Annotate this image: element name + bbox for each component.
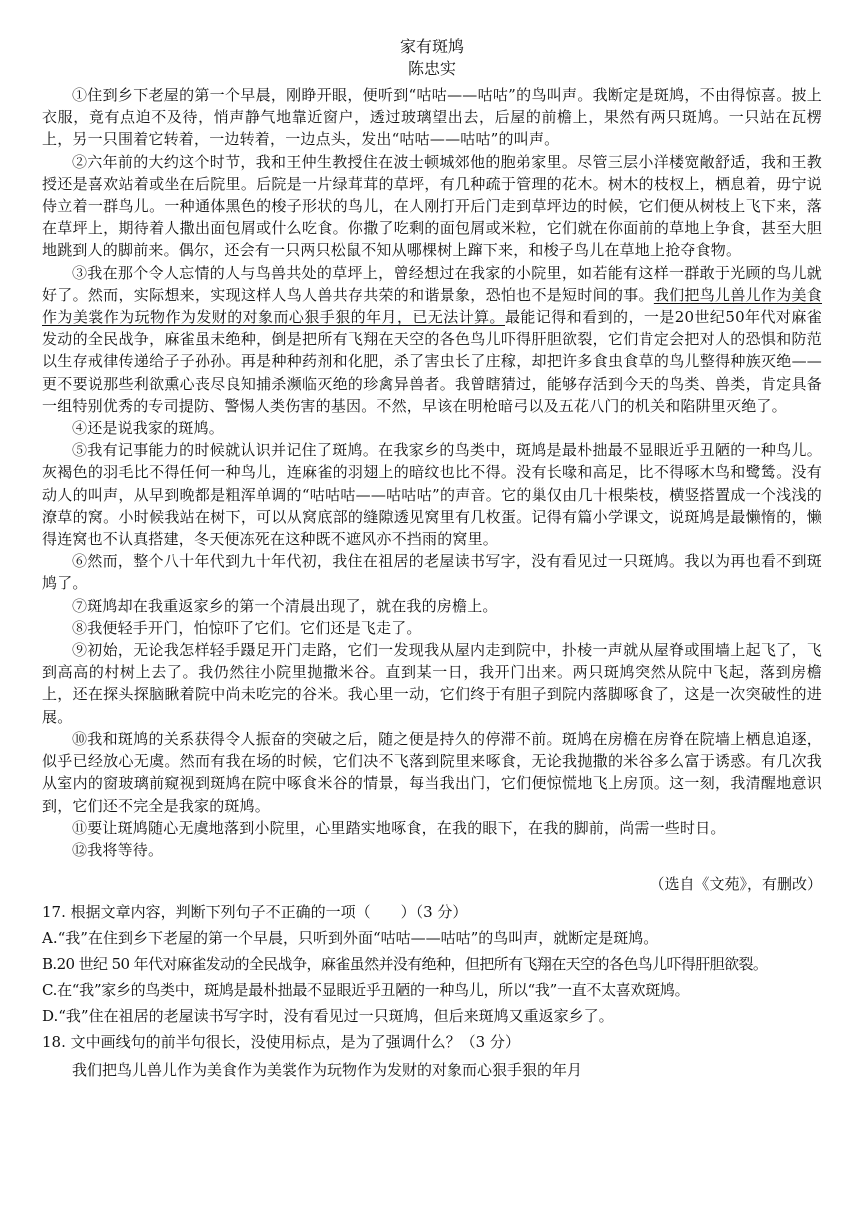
paragraph-10: ⑩我和斑鸠的关系获得令人振奋的突破之后，随之便是持久的停滞不前。斑鸠在房檐在房脊在院墙上栖息追逐，似乎已经放心无虞。然而有我在场的时候，它们决不飞落到院里来啄食，无论我抛撒的米谷多么富于诱惑。有几次我从室内的窗玻璃前窥视到斑鸠在院中啄食米谷的情景，每当我出门，它们便惊慌地飞上房顶。这一刻，我清醒地意识到，它们还不完全是我家的斑鸠。 [42,729,822,815]
question-18 [42,1029,822,1083]
question-17-stem: 17. 根据文章内容，判断下列句子不正确的一项（ ）（3 分） [42,903,468,922]
paragraph-7: ⑦斑鸠却在我重返家乡的第一个清晨出现了，就在我的房檐上。 [72,596,498,615]
paragraph-12: ⑫我将等待。 [72,840,164,859]
question-17 [42,899,822,1029]
paragraph-3-part-b: 最能记得和看到的，一是20世纪50年代对麻雀发动的全民战争，麻雀虽未绝种，倒是把所有飞翔在天空的各色鸟儿吓得肝胆欲裂，它们肯定会把对人的恐惧和防范以生存戒律传递给子子孙孙。再是种种药剂和化肥，杀了害虫长了庄稼，却把许多食虫食草的鸟儿整得种族灭绝——更不要说那些利欲熏心丧尽良知捕杀濒临灭绝的珍禽异兽者。我曾瞎猜过，能够存活到今天的鸟类、兽类，肯定具备一组特别优秀的专司提防、警惕人类伤害的基因。不然，早该在明枪暗弓以及五花八门的机关和陷阱里灭绝了。 [42,308,822,415]
paragraph-11: ⑪要让斑鸠随心无虞地落到小院里，心里踏实地啄食，在我的眼下，在我的脚前，尚需一些时日。 [72,818,726,837]
article-title: 家有斑鸠 [399,37,464,56]
question-17-option-a: A.“我”在住到乡下老屋的第一个早晨，只听到外面“咕咕——咕咕”的鸟叫声，就断定是斑鸠。 [42,929,659,948]
question-17-option-d: D.“我”住在祖居的老屋读书写字时，没有看见过一只斑鸠，但后来斑鸠又重返家乡了。 [42,1007,614,1026]
underlined-sentence: 我们把鸟儿兽儿作为美食作为美裳作为玩物作为发财的对象而心狠手狠的年月，已无法计算。 [42,285,823,327]
paragraph-4: ④还是说我家的斑鸠。 [72,419,225,438]
paragraph-5: ⑤我有记事能力的时候就认识并记住了斑鸠。在我家乡的鸟类中，斑鸠是最朴拙最不显眼近乎丑陋的一种鸟儿。灰褐色的羽毛比不得任何一种鸟儿，连麻雀的羽翅上的暗纹也比不得。没有长喙和高足，比不得啄木鸟和鹭鸶。没有动人的叫声，从早到晚都是粗浑单调的“咕咕咕——咕咕咕”的声音。它的巢仅由几十根柴枝，横竖搭置成一个浅浅的潦草的窝。小时候我站在树下，可以从窝底部的缝隙透见窝里有几枚蛋。记得有篇小学课文，说斑鸠是最懒惰的，懒得连窝也不认真搭建，冬天便冻死在这种既不遮风亦不挡雨的窝里。 [42,441,822,549]
paragraph-3-part-a: ③我在那个令人忘情的人与鸟兽共处的草坪上，曾经想过在我家的小院里，如若能有这样一群敢于光顾的鸟儿就好了。然而，实际想来，实现这样人鸟人兽共存共荣的和谐景象，恐怕也不是短时间的事。 [42,263,822,304]
question-18-stem: 18. 文中画线句的前半句很长，没使用标点，是为了强调什么？（3 分） [42,1033,520,1052]
paragraph-8: ⑧我便轻手开门，怕惊吓了它们。它们还是飞走了。 [72,618,422,637]
question-18-quote: 我们把鸟儿兽儿作为美食作为美裳作为玩物作为发财的对象而心狠手狠的年月 [72,1061,583,1080]
article-body [42,84,822,861]
article-author: 陈忠实 [407,59,456,78]
paragraph-6: ⑥然而，整个八十年代到九十年代初，我住在祖居的老屋读书写字，没有看见过一只斑鸠。我以为再也看不到斑鸠了。 [42,552,822,593]
paragraph-3 [42,262,822,417]
question-17-option-b: B.20 世纪 50 年代对麻雀发动的全民战争，麻雀虽然并没有绝种，但把所有飞翔在天空的各色鸟儿吓得肝胆欲裂。 [42,955,768,974]
paragraph-2: ②六年前的大约这个时节，我和王仲生教授住在波士顿城郊他的胞弟家里。尽管三层小洋楼宽敞舒适，我和王教授还是喜欢站着或坐在后院里。后院是一片绿茸茸的草坪，有几种疏于管理的花木。树木的枝杈上，栖息着，毋宁说侍立着一群鸟儿。一种通体黑色的梭子形状的鸟儿，在人刚打开后门走到草坪边的时候，它们便从树枝上飞下来，落在草坪上，期待着人撒出面包屑或什么吃食。你撒了吃剩的面包屑或米粒，它们就在你面前的草地上争食，甚至大胆地跳到人的脚前来。偶尔，还会有一只两只松鼠不知从哪棵树上蹿下来，和梭子鸟儿在草地上抢夺食物。 [42,152,822,260]
paragraph-1: ①住到乡下老屋的第一个早晨，刚睁开眼，便听到“咕咕——咕咕”的鸟叫声。我断定是斑鸠，不由得惊喜。披上衣服，竟有点迫不及待，悄声静气地靠近窗户，透过玻璃望出去，后屋的前檐上，果然有两只斑鸠。一只站在瓦楞上，另一只围着它转着，一边转着，一边点头，发出“咕咕——咕咕”的叫声。 [42,86,822,149]
question-17-option-c: C.在“我”家乡的鸟类中，斑鸠是最朴拙最不显眼近乎丑陋的一种鸟儿，所以“我”一直不太喜欢斑鸠。 [42,981,690,1000]
exam-page [42,36,822,1083]
paragraph-9: ⑨初始，无论我怎样轻手蹑足开门走路，它们一发现我从屋内走到院中，扑棱一声就从屋脊或围墙上起飞了，飞到高高的村树上去了。我仍然往小院里抛撒米谷。直到某一日，我开门出来。两只斑鸠突然从院中飞起，落到房檐上，还在探头探脑瞅着院中尚未吃完的谷米。我心里一动，它们终于有胆子到院内落脚啄食了，这是一次突破性的进展。 [42,641,822,726]
article-source: （选自《文苑》，有删改） [649,875,822,894]
